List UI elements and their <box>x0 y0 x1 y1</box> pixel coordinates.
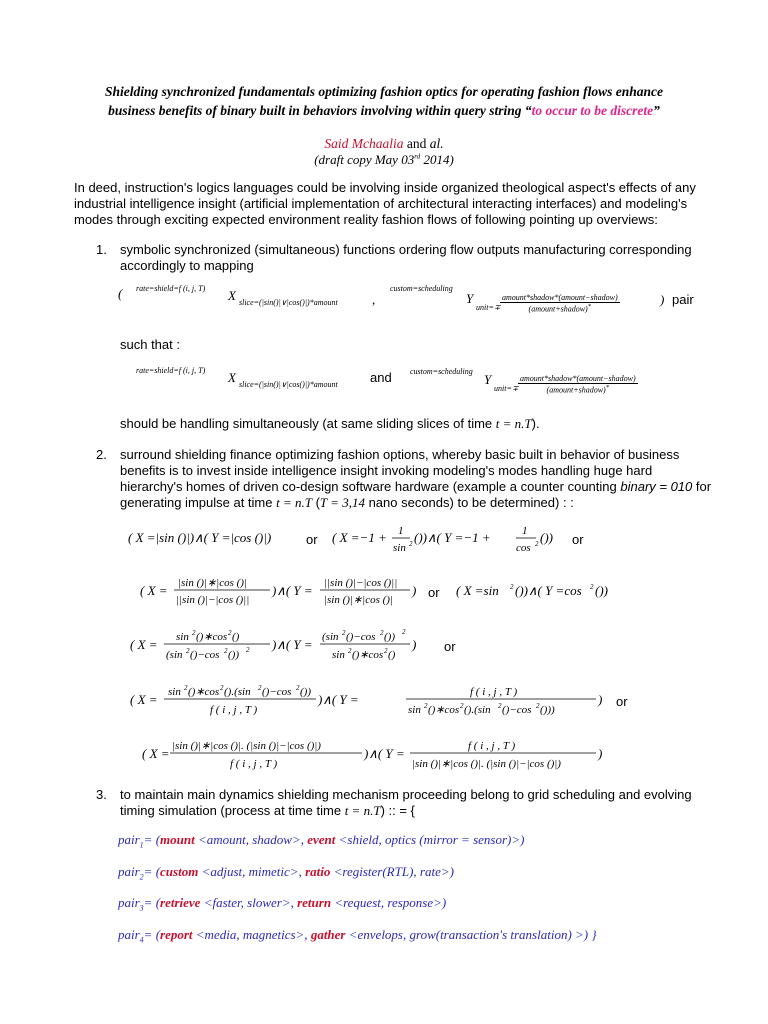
svg-text:): ) <box>598 746 603 761</box>
mapping-formula-1 <box>118 286 122 302</box>
svg-text:): ) <box>598 692 603 707</box>
svg-text:( X =: ( X = <box>130 692 158 707</box>
pair-2-eq: = ( <box>143 864 161 879</box>
svg-text:(): () <box>232 631 240 643</box>
date-line <box>0 152 768 168</box>
pair-1-name: pair <box>118 832 140 847</box>
author-line <box>0 136 768 152</box>
svg-text:()): ()) <box>595 583 608 598</box>
svg-text:2: 2 <box>590 583 594 591</box>
svg-text:()): ()) <box>384 631 395 643</box>
svg-text:( X =: ( X = <box>142 746 170 761</box>
formula-1-right-frac <box>500 293 620 314</box>
pair-1-sub: 1 <box>139 840 144 850</box>
item-3-t: t = n.T <box>344 803 381 818</box>
svg-text:2: 2 <box>342 629 346 637</box>
svg-text:2: 2 <box>460 702 464 710</box>
author-and: and <box>403 136 430 151</box>
formula-2-Y: Y <box>484 372 492 387</box>
formula-2-left-sup: rate=shield=f (i, j, T) <box>136 366 206 375</box>
svg-text:()−cos: ()−cos <box>190 649 220 661</box>
item-2-text <box>120 447 712 511</box>
item-1-number: 1. <box>96 242 107 257</box>
such-that-text: such that : <box>120 337 180 352</box>
svg-text:())∧( Y =−1 +: ())∧( Y =−1 + <box>414 530 491 545</box>
formula-2-left-sub: slice=(|sin()|∨|cos()|)*amount <box>239 380 338 389</box>
pair-4 <box>118 927 597 945</box>
svg-text:): ) <box>412 583 417 598</box>
author-al: al. <box>429 136 444 151</box>
formula-2-X: X <box>228 370 236 385</box>
svg-text:()): ()) <box>540 530 553 545</box>
svg-text:2: 2 <box>536 702 540 710</box>
svg-text:f ( i , j , T ): f ( i , j , T ) <box>230 758 278 770</box>
pair-3-k1: retrieve <box>160 895 201 910</box>
pair-1-a2: <shield, optics (mirror = sensor)>) <box>335 832 525 847</box>
paper-title <box>60 82 708 120</box>
pair-4-eq: = ( <box>143 927 161 942</box>
svg-text:( X =: ( X = <box>130 637 158 652</box>
svg-text:)∧( Y =: )∧( Y = <box>272 583 313 598</box>
pair-2-k1: custom <box>160 864 199 879</box>
svg-text:(sin: (sin <box>166 649 183 661</box>
svg-text:2: 2 <box>535 540 539 548</box>
svg-text:2: 2 <box>192 629 196 637</box>
svg-text:( X =sin: ( X =sin <box>456 583 499 598</box>
pair-3 <box>118 895 446 913</box>
svg-text:|sin ()|∗|cos ()|: |sin ()|∗|cos ()| <box>178 577 247 589</box>
pair-2-sub: 2 <box>139 872 144 882</box>
pair-2-k2: ratio <box>305 864 331 879</box>
svg-text:()−cos: ()−cos <box>262 686 292 698</box>
svg-text:||sin ()|−|cos ()||: ||sin ()|−|cos ()|| <box>176 594 250 606</box>
or-word-4: or <box>444 639 456 654</box>
svg-text:2: 2 <box>409 540 413 548</box>
svg-text:2: 2 <box>424 702 428 710</box>
item-2-number: 2. <box>96 447 107 462</box>
date-prefix: (draft copy May 03 <box>314 152 415 167</box>
svg-text:): ) <box>412 637 417 652</box>
date-sup: rd <box>414 152 421 161</box>
intro-paragraph: In deed, instruction's logics languages could be involving inside organized theological aspect's effects of any industrial intelligence insight (artificial implementation of architectural interacting interfaces) and modeling's modes through exciting expected environment reality fashion flows of following pointing up overviews: <box>74 180 696 227</box>
svg-text:sin: sin <box>176 631 189 643</box>
formula-1-left-sup: rate=shield=f (i, j, T) <box>136 284 206 293</box>
formula-2-right-sub: unit=∓ <box>494 384 519 393</box>
svg-text:cos: cos <box>516 542 531 554</box>
svg-text:sin: sin <box>168 686 181 698</box>
pair-1-a1: <amount, shadow>, <box>194 832 308 847</box>
svg-text:( X =|sin ()|)∧( Y =|cos ()|): ( X =|sin ()|)∧( Y =|cos ()|) <box>128 530 272 545</box>
item-2-text-d: nano seconds) to be determined) : : <box>364 495 574 510</box>
pair-1-k1: mount <box>160 832 195 847</box>
pair-2-name: pair <box>118 864 140 879</box>
svg-text:|sin ()|∗|cos ()|. (|sin ()|−|: |sin ()|∗|cos ()|. (|sin ()|−|cos ()|) <box>172 740 321 752</box>
pair-1-eq: = ( <box>143 832 161 847</box>
or-word-3: or <box>428 585 440 600</box>
svg-text:2: 2 <box>220 684 224 692</box>
or-word-2: or <box>572 532 584 547</box>
pair-3-k2: return <box>297 895 332 910</box>
pair-3-name: pair <box>118 895 140 910</box>
svg-text:2: 2 <box>384 647 388 655</box>
item-3-text <box>120 787 712 819</box>
svg-text:f ( i , j , T ): f ( i , j , T ) <box>210 704 258 716</box>
should-t: t = n.T <box>495 416 532 431</box>
equations-block <box>120 520 610 780</box>
date-suffix: 2014) <box>420 152 454 167</box>
title-line-2-text: business benefits of binary built in behaviors involving within query string “ <box>108 103 532 118</box>
formula-2-right-sup: custom=scheduling <box>410 367 473 376</box>
item-3-text-b: ) :: = { <box>380 803 415 818</box>
svg-text:1: 1 <box>522 525 528 537</box>
item-1-text: symbolic synchronized (simultaneous) functions ordering flow outputs manufacturing corresponding accordingly to mapping <box>120 242 692 273</box>
svg-text:()∗cos: ()∗cos <box>188 686 220 698</box>
svg-text:2: 2 <box>296 684 300 692</box>
pair-3-a1: <faster, slower>, <box>200 895 298 910</box>
title-close-quote: ” <box>653 103 660 118</box>
svg-text:(sin: (sin <box>322 631 339 643</box>
title-line-2 <box>60 101 708 120</box>
item-2-text-c: ( <box>311 495 320 510</box>
svg-text:().(sin: ().(sin <box>464 704 491 716</box>
svg-text:()−cos: ()−cos <box>502 704 532 716</box>
svg-text:2: 2 <box>510 583 514 591</box>
and-word: and <box>370 370 392 385</box>
frac-den-2: (amount+shadow) <box>546 385 606 395</box>
svg-text:2: 2 <box>228 629 232 637</box>
frac-den-sup-2: * <box>605 384 610 391</box>
pair-word: pair <box>672 292 694 307</box>
title-highlight: to occur to be discrete <box>531 103 654 118</box>
item-2-t2: T = 3,14 <box>319 495 365 510</box>
svg-text:2: 2 <box>258 684 262 692</box>
pair-2 <box>118 864 454 882</box>
svg-text:)∧( Y =: )∧( Y = <box>318 692 359 707</box>
formula-1-right-sub: unit=∓ <box>476 303 501 312</box>
item-2-binary: binary = 010 <box>620 479 693 494</box>
svg-text:())∧( Y =cos: ())∧( Y =cos <box>515 583 582 598</box>
svg-text:2: 2 <box>348 647 352 655</box>
svg-text:()∗cos: ()∗cos <box>196 631 228 643</box>
svg-text:2: 2 <box>246 646 250 654</box>
svg-text:2: 2 <box>380 629 384 637</box>
pair-2-a2: <register(RTL), rate>) <box>330 864 454 879</box>
svg-text:sin: sin <box>408 704 421 716</box>
formula-2-right-frac <box>518 374 638 395</box>
svg-text:()∗cos: ()∗cos <box>352 649 384 661</box>
or-word-1: or <box>306 532 318 547</box>
pair-2-a1: <adjust, mimetic>, <box>198 864 306 879</box>
frac-den-sup: * <box>587 303 592 310</box>
svg-text:|sin ()|∗|cos ()|: |sin ()|∗|cos ()| <box>324 594 393 606</box>
item-3-number: 3. <box>96 787 107 802</box>
pair-1-k2: event <box>307 832 336 847</box>
pair-4-name: pair <box>118 927 140 942</box>
formula-1-comma: , <box>372 292 376 307</box>
formula-1-right-sup: custom=scheduling <box>390 284 453 293</box>
svg-text:sin: sin <box>332 649 345 661</box>
item-2-text-b: for generating impulse at time <box>120 479 712 510</box>
should-end: ). <box>531 416 540 431</box>
svg-text:()): ()) <box>228 649 239 661</box>
pair-1 <box>118 832 524 850</box>
svg-text:)∧( Y =: )∧( Y = <box>364 746 405 761</box>
pair-3-eq: = ( <box>143 895 161 910</box>
pair-4-k1: report <box>160 927 193 942</box>
svg-text:1: 1 <box>398 525 404 537</box>
pair-3-sub: 3 <box>139 903 144 913</box>
svg-text:2: 2 <box>402 628 406 636</box>
frac-den: (amount+shadow) <box>528 304 588 314</box>
title-line-1: Shielding synchronized fundamentals optimizing fashion optics for operating fashion flows enhance <box>104 84 664 99</box>
svg-text:2: 2 <box>184 684 188 692</box>
formula-1-X: X <box>228 288 236 303</box>
svg-text:( X =−1 +: ( X =−1 + <box>332 530 387 545</box>
svg-text:2: 2 <box>224 647 228 655</box>
item-2-text-a: surround shielding finance optimizing fashion options, whereby basic built in behavior of business benefits is to invest inside intelligence insight invoking modeling's modes handling huge hard hierarchy's homes of driven co-design software hardware (example a counter counting <box>120 447 680 494</box>
svg-text:()−cos: ()−cos <box>346 631 376 643</box>
pair-4-sub: 4 <box>139 935 144 945</box>
should-handling-text <box>120 416 712 432</box>
formula-1-left-sub: slice=(|sin()|∨|cos()|)*amount <box>239 298 338 307</box>
svg-text:().(sin: ().(sin <box>224 686 251 698</box>
svg-text:(): () <box>388 649 396 661</box>
svg-text:()∗cos: ()∗cos <box>428 704 460 716</box>
svg-text:)∧( Y =: )∧( Y = <box>272 637 313 652</box>
svg-text:())): ())) <box>540 704 555 716</box>
open-paren: ( <box>118 286 123 301</box>
svg-text:( X =: ( X = <box>140 583 168 598</box>
pair-4-a1: <media, magnetics>, <box>192 927 311 942</box>
formula-1-close: ) <box>660 292 665 307</box>
frac-num-2: amount*shadow*(amount−shadow) <box>520 374 636 383</box>
frac-num: amount*shadow*(amount−shadow) <box>502 293 618 302</box>
svg-text:2: 2 <box>186 647 190 655</box>
pair-4-a2: <envelops, grow(transaction's translation) >) } <box>345 927 597 942</box>
pair-4-k2: gather <box>310 927 346 942</box>
or-word-5: or <box>616 694 628 709</box>
svg-text:2: 2 <box>498 702 502 710</box>
author-name: Said Mchaalia <box>324 136 404 151</box>
item-3-text-a: to maintain main dynamics shielding mechanism proceeding belong to grid scheduling and evolving timing simulation (process at time time <box>120 787 692 818</box>
pair-3-a2: <request, response>) <box>331 895 447 910</box>
formula-1-Y: Y <box>466 291 474 306</box>
svg-text:f ( i , j , T ): f ( i , j , T ) <box>468 740 516 752</box>
should-text: should be handling simultaneously (at same sliding slices of time <box>120 416 496 431</box>
item-2-t1: t = n.T <box>276 495 312 510</box>
svg-text:()): ()) <box>300 686 311 698</box>
svg-text:||sin ()|−|cos ()||: ||sin ()|−|cos ()|| <box>324 577 398 589</box>
svg-text:sin: sin <box>393 542 406 554</box>
svg-text:f ( i , j , T ): f ( i , j , T ) <box>470 686 518 698</box>
svg-text:|sin ()|∗|cos ()|. (|sin ()|−|: |sin ()|∗|cos ()|. (|sin ()|−|cos ()|) <box>412 758 561 770</box>
